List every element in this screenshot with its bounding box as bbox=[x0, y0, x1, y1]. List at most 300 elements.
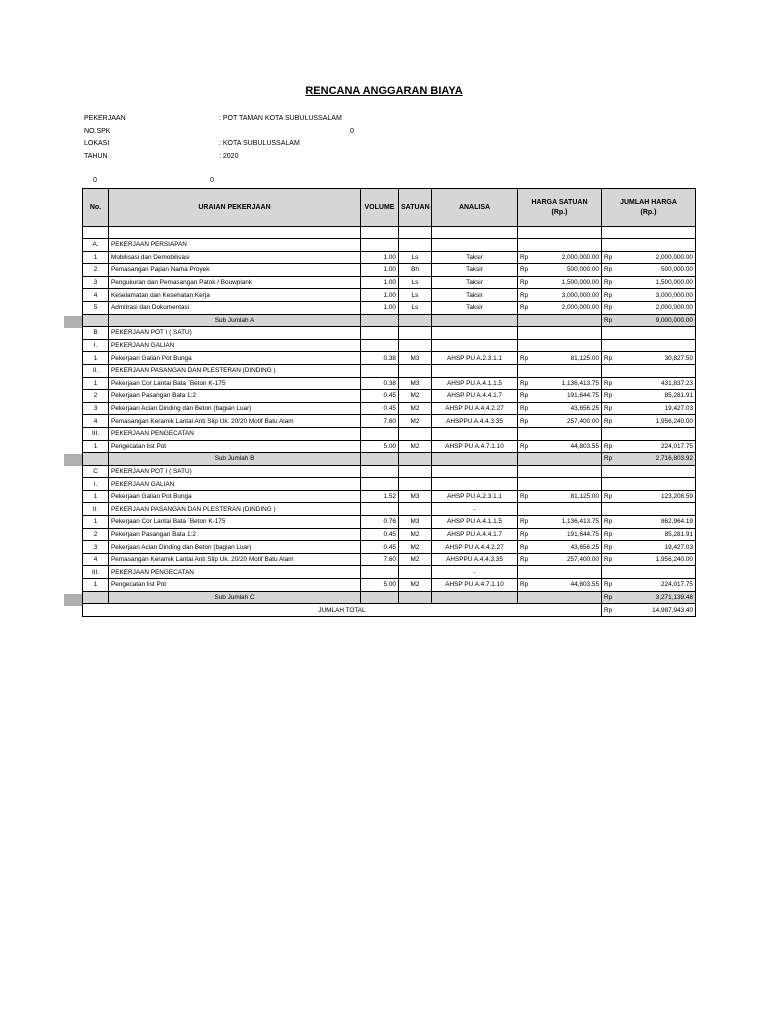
row-no: III. bbox=[83, 427, 109, 440]
row-description: Pekerjaan Pasangan Bata 1:2 bbox=[109, 390, 361, 403]
info-value: : KOTA SUBULUSSALAM bbox=[219, 140, 300, 147]
row-harga-satuan: 1,136,413.75 bbox=[536, 516, 602, 529]
row-analisa: AHSPPU A.4.4.3.35 bbox=[432, 553, 518, 566]
subtotal-value: 3,271,139.48 bbox=[620, 591, 696, 604]
empty-cell bbox=[399, 591, 432, 604]
section-title: PEKERJAAN PASANGAN DAN PLESTERAN (DINDING ) bbox=[109, 364, 361, 377]
row-volume bbox=[361, 478, 399, 491]
row-harga-satuan bbox=[518, 427, 602, 440]
header-harga-satuan: HARGA SATUAN (Rp.) bbox=[518, 189, 602, 227]
row-no: C bbox=[83, 465, 109, 478]
row-satuan bbox=[399, 239, 432, 252]
row-jumlah-harga: 3,000,000.00 bbox=[620, 289, 696, 302]
empty-cell bbox=[602, 227, 696, 239]
row-no: 1 bbox=[83, 579, 109, 592]
row-satuan: M3 bbox=[399, 516, 432, 529]
subtotal-row bbox=[83, 591, 696, 604]
empty-cell bbox=[83, 453, 109, 466]
header-volume: VOLUME bbox=[361, 189, 399, 227]
row-jumlah-harga bbox=[602, 566, 696, 579]
row-no: 2 bbox=[83, 390, 109, 403]
row-harga-satuan: 43,656.25 bbox=[536, 402, 602, 415]
empty-cell bbox=[518, 227, 602, 239]
row-analisa: AHSP PU A.4.1.1.5 bbox=[432, 516, 518, 529]
row-harga-satuan bbox=[518, 364, 602, 377]
empty-cell bbox=[518, 453, 602, 466]
table-row bbox=[83, 251, 696, 264]
row-volume bbox=[361, 339, 399, 352]
info-label: TAHUN bbox=[84, 153, 108, 160]
row-jumlah-harga: 1,500,000.00 bbox=[620, 276, 696, 289]
row-no: 3 bbox=[83, 276, 109, 289]
row-no: 1 bbox=[83, 352, 109, 365]
row-currency: Rp bbox=[518, 579, 536, 592]
row-currency: Rp bbox=[518, 251, 536, 264]
row-satuan: M2 bbox=[399, 415, 432, 428]
page-title: RENCANA ANGGARAN BIAYA bbox=[305, 85, 463, 97]
table-row bbox=[83, 352, 696, 365]
row-harga-satuan: 44,803.55 bbox=[536, 440, 602, 453]
row-volume: 0.45 bbox=[361, 541, 399, 554]
empty-cell bbox=[518, 314, 602, 327]
row-analisa bbox=[432, 327, 518, 340]
row-volume bbox=[361, 503, 399, 516]
header-satuan: SATUAN bbox=[399, 189, 432, 227]
row-analisa: AHSP PU A.4.4.2.27 bbox=[432, 541, 518, 554]
empty-cell bbox=[432, 314, 518, 327]
row-no: I. bbox=[83, 339, 109, 352]
row-volume bbox=[361, 364, 399, 377]
header-no: No. bbox=[83, 189, 109, 227]
total-label: JUMLAH TOTAL bbox=[83, 604, 602, 617]
row-no: 1 bbox=[83, 440, 109, 453]
row-description: Pekerjaan Acian Dinding dan Beton (bagian Luar) bbox=[109, 402, 361, 415]
row-description: Pemasangan Papan Nama Proyek bbox=[109, 264, 361, 277]
header-uraian: URAIAN PEKERJAAN bbox=[109, 189, 361, 227]
row-currency: Rp bbox=[602, 440, 620, 453]
row-harga-satuan: 44,803.55 bbox=[536, 579, 602, 592]
row-currency: Rp bbox=[518, 440, 536, 453]
row-jumlah-harga: 2,000,000.00 bbox=[620, 251, 696, 264]
section-title: PEKERJAAN POT I ( SATU) bbox=[109, 465, 361, 478]
row-jumlah-harga: 1,956,240.00 bbox=[620, 415, 696, 428]
table-row bbox=[83, 276, 696, 289]
row-jumlah-harga: 85,281.91 bbox=[620, 528, 696, 541]
row-satuan: M3 bbox=[399, 377, 432, 390]
row-description: Pemasangan Keramik Lantai Anti Slip Uk. 20/20 Motif Batu Alam bbox=[109, 553, 361, 566]
row-satuan: Ls bbox=[399, 301, 432, 314]
empty-cell bbox=[361, 591, 399, 604]
table-row bbox=[83, 440, 696, 453]
empty-cell bbox=[83, 591, 109, 604]
row-satuan: Ls bbox=[399, 289, 432, 302]
row-volume bbox=[361, 566, 399, 579]
section-title: PEKERJAAN PASANGAN DAN PLESTERAN (DINDING ) bbox=[109, 503, 361, 516]
row-currency: Rp bbox=[602, 402, 620, 415]
subtotal-label: Sub Jumlah C bbox=[109, 591, 361, 604]
row-currency: Rp bbox=[602, 314, 620, 327]
table-row bbox=[83, 579, 696, 592]
row-currency: Rp bbox=[518, 390, 536, 403]
row-description: Mobilisasi dan Demobilisasi bbox=[109, 251, 361, 264]
total-value: 14,987,943.40 bbox=[620, 604, 696, 617]
empty-cell bbox=[399, 227, 432, 239]
row-analisa: Taksir bbox=[432, 276, 518, 289]
row-analisa bbox=[432, 339, 518, 352]
row-analisa: Taksir bbox=[432, 289, 518, 302]
row-volume: 0.45 bbox=[361, 402, 399, 415]
row-no: 1 bbox=[83, 251, 109, 264]
row-currency: Rp bbox=[518, 352, 536, 365]
row-volume: 1.00 bbox=[361, 264, 399, 277]
row-analisa: AHSP PU A.2.3.1.1 bbox=[432, 490, 518, 503]
empty-cell bbox=[83, 227, 109, 239]
zero-value: 0 bbox=[210, 177, 214, 184]
row-jumlah-harga bbox=[602, 327, 696, 340]
blank-row bbox=[83, 227, 696, 239]
row-satuan bbox=[399, 566, 432, 579]
row-no: 2 bbox=[83, 264, 109, 277]
row-jumlah-harga bbox=[602, 339, 696, 352]
row-analisa: AHSPPU A.4.4.3.35 bbox=[432, 415, 518, 428]
row-satuan bbox=[399, 339, 432, 352]
table-row bbox=[83, 264, 696, 277]
row-satuan: M2 bbox=[399, 541, 432, 554]
row-currency: Rp bbox=[518, 516, 536, 529]
row-currency: Rp bbox=[518, 528, 536, 541]
row-satuan: M2 bbox=[399, 440, 432, 453]
section-row bbox=[83, 427, 696, 440]
row-harga-satuan: 2,000,000.00 bbox=[536, 301, 602, 314]
row-volume: 7.60 bbox=[361, 415, 399, 428]
row-description: Pekerjaan Galian Pot Bunga bbox=[109, 490, 361, 503]
empty-cell bbox=[432, 227, 518, 239]
row-jumlah-harga: 431,837.23 bbox=[620, 377, 696, 390]
section-row bbox=[83, 478, 696, 491]
side-shade bbox=[64, 316, 82, 328]
row-harga-satuan bbox=[518, 339, 602, 352]
row-description: Pengecatan list Pot bbox=[109, 440, 361, 453]
row-volume bbox=[361, 327, 399, 340]
info-value: : 2020 bbox=[219, 153, 239, 160]
subtotal-label: Sub Jumlah B bbox=[109, 453, 361, 466]
row-harga-satuan bbox=[518, 327, 602, 340]
row-currency: Rp bbox=[518, 289, 536, 302]
row-satuan: Ls bbox=[399, 251, 432, 264]
row-analisa: - bbox=[432, 566, 518, 579]
row-analisa: AHSP PU A.4.4.2.27 bbox=[432, 402, 518, 415]
row-analisa: AHSP PU A.2.3.1.1 bbox=[432, 352, 518, 365]
info-extra: 0 bbox=[350, 128, 354, 135]
row-satuan: M2 bbox=[399, 579, 432, 592]
row-harga-satuan: 81,125.00 bbox=[536, 352, 602, 365]
row-currency: Rp bbox=[518, 402, 536, 415]
zero-value: 0 bbox=[93, 177, 97, 184]
table-row bbox=[83, 377, 696, 390]
row-harga-satuan: 257,400.00 bbox=[536, 415, 602, 428]
row-description: Pekerjaan Galian Pot Bunga bbox=[109, 352, 361, 365]
section-row bbox=[83, 239, 696, 252]
row-currency: Rp bbox=[602, 490, 620, 503]
row-harga-satuan: 1,136,413.75 bbox=[536, 377, 602, 390]
row-currency: Rp bbox=[518, 377, 536, 390]
row-currency: Rp bbox=[602, 516, 620, 529]
row-no: B bbox=[83, 327, 109, 340]
table-row bbox=[83, 301, 696, 314]
row-description: Admitrasi dan Dokumentasi bbox=[109, 301, 361, 314]
section-title: PEKERJAAN GALIAN bbox=[109, 339, 361, 352]
row-currency: Rp bbox=[518, 541, 536, 554]
row-analisa: Taksir bbox=[432, 301, 518, 314]
total-row bbox=[83, 604, 696, 617]
row-harga-satuan: 191,644.75 bbox=[536, 528, 602, 541]
row-no: 3 bbox=[83, 402, 109, 415]
header-analisa: ANALISA bbox=[432, 189, 518, 227]
row-volume: 5.00 bbox=[361, 440, 399, 453]
row-currency: Rp bbox=[602, 553, 620, 566]
subtotal-value: 9,000,000.00 bbox=[620, 314, 696, 327]
row-jumlah-harga: 862,964.19 bbox=[620, 516, 696, 529]
row-currency: Rp bbox=[518, 264, 536, 277]
row-harga-satuan: 191,644.75 bbox=[536, 390, 602, 403]
row-currency: Rp bbox=[518, 415, 536, 428]
info-label: PEKERJAAN bbox=[84, 115, 126, 122]
table-row bbox=[83, 402, 696, 415]
row-analisa: AHSP PU A.4.7.1.10 bbox=[432, 579, 518, 592]
row-currency: Rp bbox=[518, 276, 536, 289]
row-no: 1 bbox=[83, 377, 109, 390]
row-currency: Rp bbox=[602, 579, 620, 592]
row-satuan: M2 bbox=[399, 553, 432, 566]
row-currency: Rp bbox=[602, 352, 620, 365]
row-description: Pekerjaan Cor Lantai Bata `Beton K-175 bbox=[109, 377, 361, 390]
subtotal-row bbox=[83, 453, 696, 466]
row-harga-satuan bbox=[518, 465, 602, 478]
table-row bbox=[83, 390, 696, 403]
row-currency: Rp bbox=[602, 276, 620, 289]
row-analisa: Taksir bbox=[432, 251, 518, 264]
section-title: PEKERJAAN POT I ( SATU) bbox=[109, 327, 361, 340]
row-no: III. bbox=[83, 566, 109, 579]
row-satuan: M3 bbox=[399, 352, 432, 365]
row-description: Pengukuran dan Pemasangan Patok / Bouwplank bbox=[109, 276, 361, 289]
subtotal-row bbox=[83, 314, 696, 327]
empty-cell bbox=[518, 591, 602, 604]
table-row bbox=[83, 528, 696, 541]
row-harga-satuan: 1,500,000.00 bbox=[536, 276, 602, 289]
table-row bbox=[83, 516, 696, 529]
row-no: 2 bbox=[83, 528, 109, 541]
row-jumlah-harga: 1,956,240.00 bbox=[620, 553, 696, 566]
row-satuan: M2 bbox=[399, 390, 432, 403]
table-header-row bbox=[83, 189, 696, 227]
empty-cell bbox=[361, 314, 399, 327]
section-row bbox=[83, 327, 696, 340]
row-harga-satuan bbox=[518, 478, 602, 491]
row-volume: 0.76 bbox=[361, 516, 399, 529]
row-jumlah-harga bbox=[602, 364, 696, 377]
row-analisa: AHSP PU A.4.4.1.7 bbox=[432, 528, 518, 541]
row-harga-satuan bbox=[518, 239, 602, 252]
row-currency: Rp bbox=[602, 415, 620, 428]
row-jumlah-harga bbox=[602, 427, 696, 440]
side-shade bbox=[64, 454, 82, 466]
table-body bbox=[83, 227, 696, 617]
row-jumlah-harga bbox=[602, 478, 696, 491]
row-jumlah-harga bbox=[602, 239, 696, 252]
row-currency: Rp bbox=[602, 301, 620, 314]
row-satuan bbox=[399, 327, 432, 340]
row-volume: 0.45 bbox=[361, 528, 399, 541]
row-jumlah-harga: 123,208.59 bbox=[620, 490, 696, 503]
subtotal-label: Sub Jumlah A bbox=[109, 314, 361, 327]
row-currency: Rp bbox=[518, 301, 536, 314]
empty-cell bbox=[432, 591, 518, 604]
row-satuan bbox=[399, 465, 432, 478]
row-currency: Rp bbox=[602, 264, 620, 277]
row-volume: 5.00 bbox=[361, 579, 399, 592]
info-label: LOKASI bbox=[84, 140, 110, 147]
rab-table bbox=[82, 188, 696, 617]
row-harga-satuan: 500,000.00 bbox=[536, 264, 602, 277]
row-harga-satuan: 3,000,000.00 bbox=[536, 289, 602, 302]
row-volume: 1.00 bbox=[361, 301, 399, 314]
row-no: I. bbox=[83, 478, 109, 491]
row-no: A. bbox=[83, 239, 109, 252]
row-satuan: M2 bbox=[399, 402, 432, 415]
empty-cell bbox=[361, 227, 399, 239]
section-title: PEKERJAAN PERSIAPAN bbox=[109, 239, 361, 252]
table-row bbox=[83, 490, 696, 503]
row-analisa: AHSP PU A.4.7.1.10 bbox=[432, 440, 518, 453]
row-currency: Rp bbox=[518, 553, 536, 566]
section-row bbox=[83, 465, 696, 478]
row-analisa: - bbox=[432, 503, 518, 516]
row-currency: Rp bbox=[602, 541, 620, 554]
row-currency: Rp bbox=[602, 604, 620, 617]
empty-cell bbox=[399, 314, 432, 327]
section-row bbox=[83, 503, 696, 516]
row-volume: 1.00 bbox=[361, 276, 399, 289]
row-satuan bbox=[399, 478, 432, 491]
row-satuan bbox=[399, 427, 432, 440]
table-row bbox=[83, 553, 696, 566]
row-jumlah-harga: 19,427.03 bbox=[620, 541, 696, 554]
row-jumlah-harga: 85,281.91 bbox=[620, 390, 696, 403]
row-currency: Rp bbox=[518, 490, 536, 503]
header-jumlah-harga: JUMLAH HARGA (Rp.) bbox=[602, 189, 696, 227]
section-row bbox=[83, 566, 696, 579]
row-no: 1 bbox=[83, 490, 109, 503]
row-analisa bbox=[432, 239, 518, 252]
row-description: Keselamatan dan Kesehatan Kerja bbox=[109, 289, 361, 302]
empty-cell bbox=[109, 227, 361, 239]
row-volume bbox=[361, 239, 399, 252]
row-no: 5 bbox=[83, 301, 109, 314]
row-currency: Rp bbox=[602, 453, 620, 466]
row-volume: 1.52 bbox=[361, 490, 399, 503]
section-title: PEKERJAAN PENGECATAN bbox=[109, 427, 361, 440]
empty-cell bbox=[432, 453, 518, 466]
row-jumlah-harga: 30,827.50 bbox=[620, 352, 696, 365]
row-jumlah-harga bbox=[602, 503, 696, 516]
row-jumlah-harga: 224,017.75 bbox=[620, 440, 696, 453]
row-description: Pekerjaan Cor Lantai Bata `Beton K-175 bbox=[109, 516, 361, 529]
section-title: PEKERJAAN GALIAN bbox=[109, 478, 361, 491]
row-no: 1 bbox=[83, 516, 109, 529]
empty-cell bbox=[83, 314, 109, 327]
row-harga-satuan bbox=[518, 566, 602, 579]
row-satuan: Ls bbox=[399, 276, 432, 289]
row-satuan bbox=[399, 364, 432, 377]
row-satuan: M3 bbox=[399, 490, 432, 503]
empty-cell bbox=[361, 453, 399, 466]
row-satuan bbox=[399, 503, 432, 516]
row-volume: 0.38 bbox=[361, 377, 399, 390]
row-no: II. bbox=[83, 364, 109, 377]
row-jumlah-harga: 500,000.00 bbox=[620, 264, 696, 277]
row-no: 4 bbox=[83, 289, 109, 302]
row-no: 4 bbox=[83, 415, 109, 428]
row-volume: 0.38 bbox=[361, 352, 399, 365]
table-row bbox=[83, 415, 696, 428]
row-analisa bbox=[432, 427, 518, 440]
row-harga-satuan: 43,656.25 bbox=[536, 541, 602, 554]
info-label: NO.SPK bbox=[84, 128, 111, 135]
row-volume: 7.60 bbox=[361, 553, 399, 566]
subtotal-value: 2,716,803.92 bbox=[620, 453, 696, 466]
row-volume: 1.00 bbox=[361, 251, 399, 264]
table-row bbox=[83, 289, 696, 302]
empty-cell bbox=[399, 453, 432, 466]
row-currency: Rp bbox=[602, 289, 620, 302]
row-analisa: AHSP PU A.4.4.1.7 bbox=[432, 390, 518, 403]
row-jumlah-harga: 2,000,000.00 bbox=[620, 301, 696, 314]
row-volume: 1.00 bbox=[361, 289, 399, 302]
row-currency: Rp bbox=[602, 390, 620, 403]
row-volume bbox=[361, 465, 399, 478]
row-harga-satuan bbox=[518, 503, 602, 516]
row-description: Pekerjaan Acian Dinding dan Beton (bagian Luar) bbox=[109, 541, 361, 554]
section-title: PEKERJAAN PENGECATAN bbox=[109, 566, 361, 579]
table-row bbox=[83, 541, 696, 554]
row-description: Pengecatan list Pot bbox=[109, 579, 361, 592]
row-currency: Rp bbox=[602, 251, 620, 264]
row-harga-satuan: 81,125.00 bbox=[536, 490, 602, 503]
row-volume bbox=[361, 427, 399, 440]
row-analisa: AHSP PU A.4.1.1.5 bbox=[432, 377, 518, 390]
row-analisa bbox=[432, 465, 518, 478]
row-description: Pekerjaan Pasangan Bata 1:2 bbox=[109, 528, 361, 541]
row-description: Pemasangan Keramik Lantai Anti Slip Uk. 20/20 Motif Batu Alam bbox=[109, 415, 361, 428]
row-satuan: Bh bbox=[399, 264, 432, 277]
row-currency: Rp bbox=[602, 591, 620, 604]
row-jumlah-harga bbox=[602, 465, 696, 478]
row-volume: 0.45 bbox=[361, 390, 399, 403]
side-shade bbox=[64, 594, 82, 606]
row-no: 3 bbox=[83, 541, 109, 554]
row-analisa bbox=[432, 478, 518, 491]
row-analisa: Taksir bbox=[432, 264, 518, 277]
row-harga-satuan: 2,000,000.00 bbox=[536, 251, 602, 264]
row-harga-satuan: 257,400.00 bbox=[536, 553, 602, 566]
section-row bbox=[83, 339, 696, 352]
section-row bbox=[83, 364, 696, 377]
row-jumlah-harga: 19,427.03 bbox=[620, 402, 696, 415]
row-analisa bbox=[432, 364, 518, 377]
row-currency: Rp bbox=[602, 377, 620, 390]
row-jumlah-harga: 224,017.75 bbox=[620, 579, 696, 592]
